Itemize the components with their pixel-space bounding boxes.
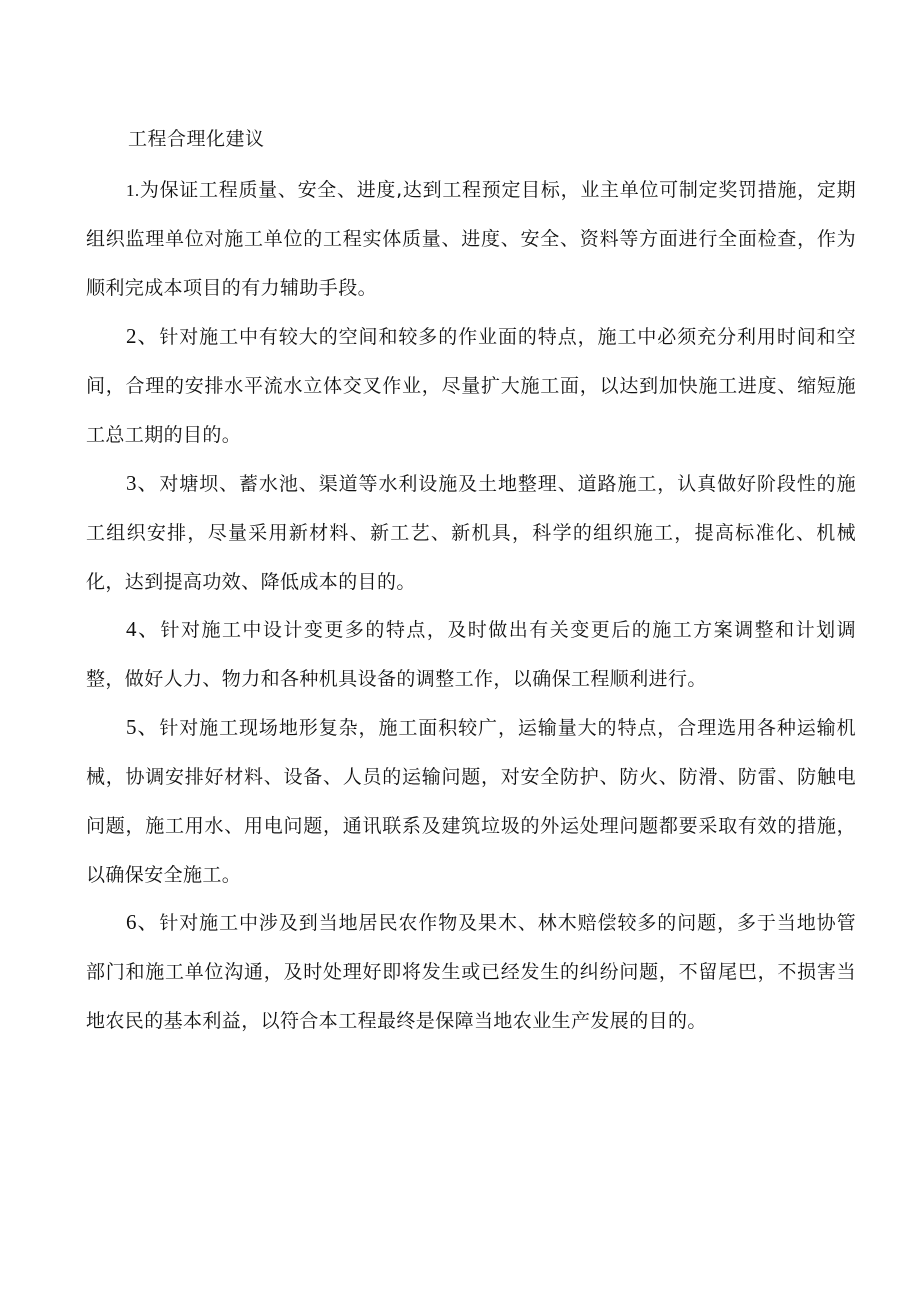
paragraph-2 xyxy=(86,312,856,460)
paragraph-3 xyxy=(86,459,856,607)
paragraph-number: 5、 xyxy=(126,715,160,739)
paragraph-number: 3、 xyxy=(126,471,160,495)
document-title: 工程合理化建议 xyxy=(128,128,265,150)
paragraph-text: 为保证工程质量、安全、进度,达到工程预定目标，业主单位可制定奖罚措施，定期组织监理单位对施工单位的工程实体质量、进度、安全、资料等方面进行全面检查，作为顺利完成本项目的有力辅助手段。 xyxy=(86,179,856,299)
paragraph-text: 针对施工现场地形复杂，施工面积较广，运输量大的特点，合理选用各种运输机械，协调安排好材料、设备、人员的运输问题，对安全防护、防火、防滑、防雷、防触电问题，施工用水、用电问题，通讯联系及建筑垃圾的外运处理问题都要采取有效的措施，以确保安全施工。 xyxy=(86,717,856,886)
paragraph-number: 4、 xyxy=(126,617,161,641)
paragraph-text: 针对施工中有较大的空间和较多的作业面的特点，施工中必须充分利用时间和空间，合理的安排水平流水立体交叉作业，尽量扩大施工面，以达到加快施工进度、缩短施工总工期的目的。 xyxy=(86,326,856,446)
paragraph-6 xyxy=(86,898,856,1046)
paragraph-text: 针对施工中设计变更多的特点，及时做出有关变更后的施工方案调整和计划调整，做好人力、物力和各种机具设备的调整工作，以确保工程顺利进行。 xyxy=(86,619,856,690)
paragraph-1 xyxy=(86,166,856,313)
paragraph-4 xyxy=(86,605,856,704)
paragraph-text: 对塘坝、蓄水池、渠道等水利设施及土地整理、道路施工，认真做好阶段性的施工组织安排，尽量采用新材料、新工艺、新机具，科学的组织施工，提高标准化、机械化，达到提高功效、降低成本的目的。 xyxy=(86,473,856,593)
paragraph-number: 6、 xyxy=(126,910,160,934)
paragraph-number: 1. xyxy=(126,181,140,200)
paragraph-number: 2、 xyxy=(126,324,160,348)
paragraph-5 xyxy=(86,703,856,900)
paragraph-text: 针对施工中涉及到当地居民农作物及果木、林木赔偿较多的问题，多于当地协管部门和施工单位沟通，及时处理好即将发生或已经发生的纠纷问题，不留尾巴，不损害当地农民的基本利益，以符合本工程最终是保障当地农业生产发展的目的。 xyxy=(86,912,856,1032)
